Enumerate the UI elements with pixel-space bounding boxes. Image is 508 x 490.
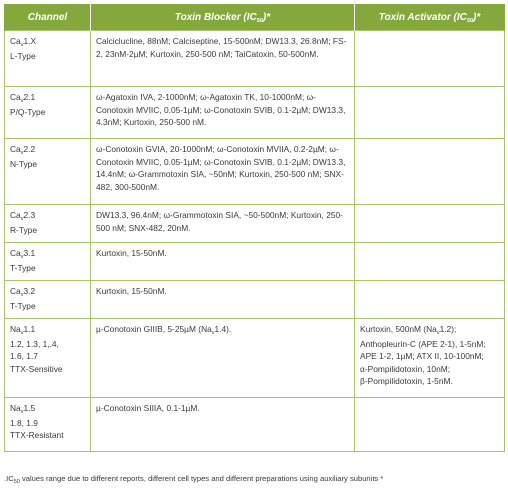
- activator-cell: [355, 319, 505, 398]
- channel-cell: [5, 87, 91, 139]
- toxin-table: [4, 4, 505, 452]
- activator-entry: APE 1-2, 1µM; ATX II, 10-100nM;: [360, 351, 484, 362]
- channel-cell: [5, 319, 91, 398]
- channel-type: N-Type: [10, 158, 37, 169]
- activator-entry: Anthopleurin-C (APE 2-1), 1-5nM;: [360, 338, 486, 349]
- channel-cell: [5, 398, 91, 452]
- channel-subtypes: 1.6, 1.7: [10, 351, 38, 362]
- channel-name: $Ca_v2.1$: [10, 92, 36, 104]
- channel-type: T-Type: [10, 300, 36, 311]
- table-row: [5, 205, 505, 243]
- blocker-cell: µ-Conotoxin GIIIB, 5-25µM $(Na_v1.4)$.: [91, 319, 355, 398]
- channel-type: L-Type: [10, 50, 36, 61]
- table-row: [5, 243, 505, 281]
- channel-cell: [5, 139, 91, 205]
- channel-type: T-Type: [10, 262, 36, 273]
- table-row: [5, 281, 505, 319]
- channel-name: $Ca_v3.2$: [10, 286, 36, 298]
- channel-name: $Na_v1.1$: [10, 324, 36, 336]
- header-blocker-suffix: )*: [262, 11, 271, 23]
- table-row: [5, 139, 505, 205]
- table-row: [5, 398, 505, 452]
- activator-cell: [355, 87, 505, 139]
- channel-cell: [5, 31, 91, 87]
- activator-cell: [355, 281, 505, 319]
- blocker-cell: DW13.3, 96.4nM; ω-Grammotoxin SIA, ~50-500nM; Kurtoxin, 250-500 nM; SNX-482, 20nM.: [91, 205, 355, 243]
- table-row: [5, 319, 505, 398]
- activator-cell: [355, 139, 505, 205]
- channel-cell: [5, 243, 91, 281]
- header-toxin-blocker: [91, 4, 355, 31]
- activator-cell: [355, 205, 505, 243]
- channel-name: $Ca_v2.3$: [10, 210, 36, 222]
- channel-type: P/Q-Type: [10, 106, 46, 117]
- channel-type: R-Type: [10, 224, 37, 235]
- activator-cell: [355, 31, 505, 87]
- channel-name: $Ca_v3.1$: [10, 248, 36, 260]
- header-activator-text: Toxin Activator (IC: [378, 11, 467, 23]
- channel-name: $Ca_v2.2$: [10, 144, 36, 156]
- channel-cell: [5, 205, 91, 243]
- footnote: $.IC_{50}$ values range due to different reports, different cell types and different preparations using auxiliary subunits *: [4, 474, 384, 485]
- blocker-cell: µ-Conotoxin SIIIA, 0.1-1µM.: [91, 398, 355, 452]
- channel-type: TTX-Resistant: [10, 430, 64, 441]
- blocker-cell: ω-Conotoxin GVIA, 20-1000nM; ω-Conotoxin MVIIA, 0.2-2µM; ω-Conotoxin MVIIC, 0.05-1µM; ω-Conotoxin SVIB, 0.1-2µM; DW13.3, 14.4nM; ω-Grammotoxin SIA, ~50nM; Kurtoxin, 250-500 nM; SNX-482, 300-500nM.: [91, 139, 355, 205]
- activator-entry: Kurtoxin, 500nM $(Na_v1.2)$;: [360, 324, 457, 336]
- channel-type: TTX-Sensitive: [10, 363, 63, 374]
- channel-cell: [5, 281, 91, 319]
- header-channel: Channel: [5, 4, 91, 31]
- header-blocker-text: Toxin Blocker (IC: [174, 11, 257, 23]
- header-blocker-sub: 50: [256, 17, 263, 24]
- table-header-row: [5, 4, 505, 31]
- blocker-cell: Calciclucline, 88nM; Calciseptine, 15-500nM; DW13.3, 26.8nM; FS-2, 23nM-2µM; Kurtoxin, 250-500 nM; TaiCatoxin, 50-500nM.: [91, 31, 355, 87]
- channel-subtypes: 1.8, 1.9: [10, 417, 38, 428]
- blocker-cell: Kurtoxin, 15-50nM.: [91, 243, 355, 281]
- table-row: [5, 31, 505, 87]
- header-toxin-activator: [355, 4, 505, 31]
- header-activator-sub: 50: [466, 17, 474, 24]
- activator-cell: [355, 398, 505, 452]
- channel-name: $Ca_v1.X$: [10, 36, 37, 48]
- activator-entry: α-Pompilidotoxin, 10nM;: [360, 363, 451, 374]
- table-row: [5, 87, 505, 139]
- blocker-cell: ω-Agatoxin IVA, 2-1000nM; ω-Agatoxin TK, 10-1000nM; ω-Conotoxin MVIIC, 0.05-1µM; ω-Conotoxin SVIB, 0.1-2µM; DW13.3, 4.3nM; Kurtoxin, 250-500 nM.: [91, 87, 355, 139]
- activator-entry: β-Pompilidotoxin, 1-5nM.: [360, 376, 453, 387]
- header-activator-suffix: )*: [473, 11, 481, 23]
- activator-cell: [355, 243, 505, 281]
- channel-name: $Na_v1.5$: [10, 403, 36, 415]
- blocker-cell: Kurtoxin, 15-50nM.: [91, 281, 355, 319]
- channel-subtypes: 1.2, 1.3, 1,.4,: [10, 338, 59, 349]
